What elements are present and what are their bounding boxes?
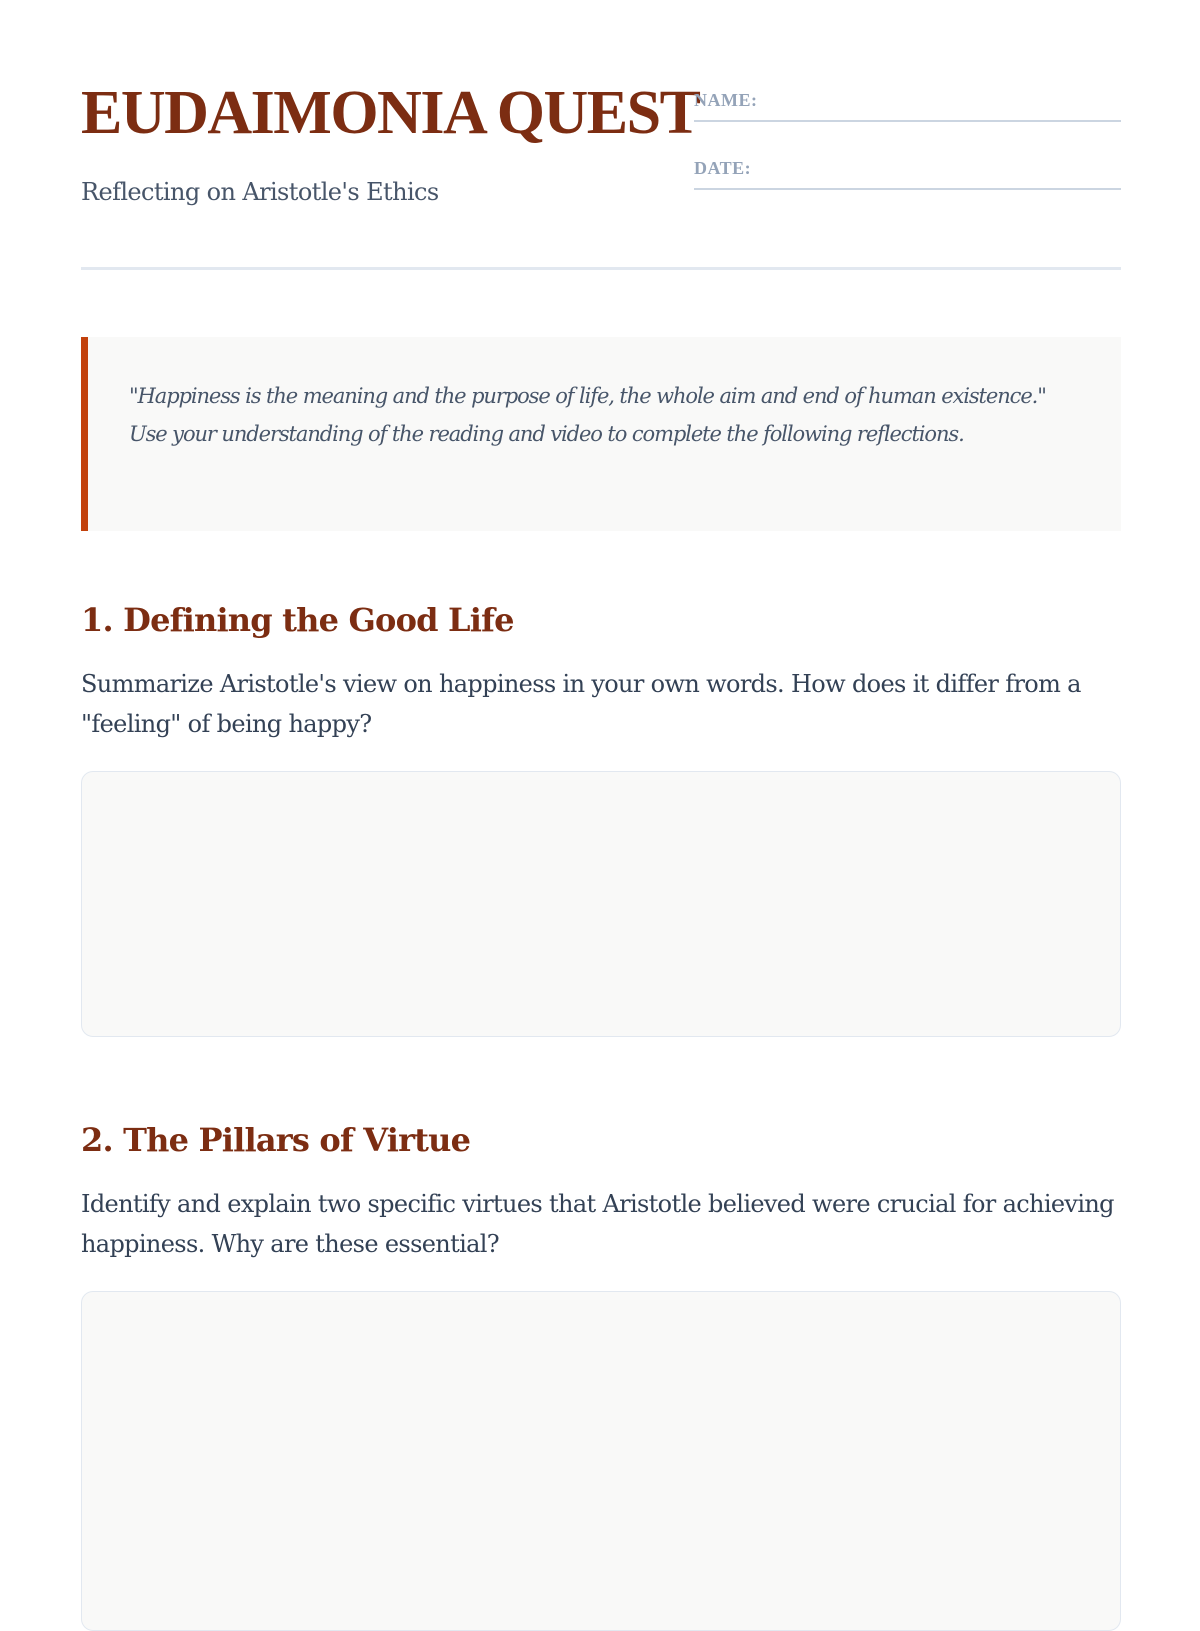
name-field [694,90,1121,122]
worksheet-subtitle: Reflecting on Aristotle's Ethics [81,178,439,206]
section-1-heading: 1. Defining the Good Life [81,601,514,639]
intro-quote-text: "Happiness is the meaning and the purpose of life, the whole aim and end of human existence." Use your understanding of the reading and video to complete the following reflections. [129,384,1046,446]
section-2-prompt: Identify and explain two specific virtues that Aristotle believed were crucial for achieving happiness. Why are these essential? [81,1190,1114,1258]
date-label: DATE: [694,158,752,178]
intro-quote-box [81,337,1121,531]
worksheet-title: EUDAIMONIA QUEST [81,79,700,147]
section-1-prompt: Summarize Aristotle's view on happiness in your own words. How does it differ from a "feeling" of being happy? [81,670,1081,738]
worksheet-header [81,0,1121,270]
section-2-answer-box[interactable] [81,1291,1121,1631]
worksheet-page [81,0,1121,1600]
date-input[interactable] [774,158,1114,186]
name-input[interactable] [774,90,1114,118]
name-label: NAME: [694,90,758,110]
date-field [694,158,1121,190]
section-2-heading: 2. The Pillars of Virtue [81,1121,471,1159]
section-1-answer-box[interactable] [81,771,1121,1037]
